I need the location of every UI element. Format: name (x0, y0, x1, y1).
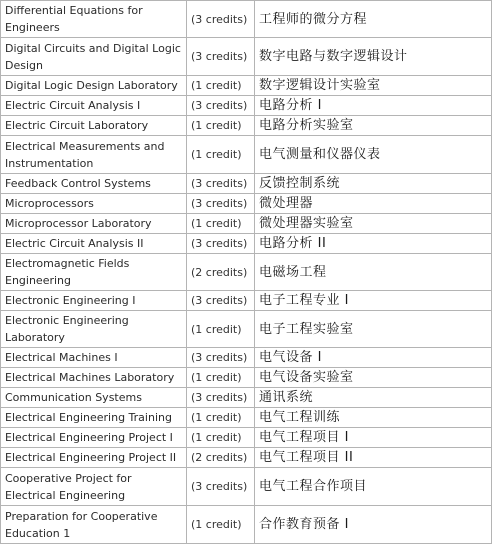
course-credits: (2 credits) (187, 254, 255, 291)
course-name-en: Electric Circuit Laboratory (1, 116, 187, 136)
table-row (1, 96, 492, 116)
course-name-en: Electrical Machines Laboratory (1, 368, 187, 388)
course-credits: (1 credit) (187, 214, 255, 234)
table-row (1, 428, 492, 448)
course-name-cn: 电气工程训练 (255, 408, 492, 428)
course-name-cn: 电路分析实验室 (255, 116, 492, 136)
table-row (1, 194, 492, 214)
course-name-en: Feedback Control Systems (1, 174, 187, 194)
course-credits: (1 credit) (187, 506, 255, 544)
table-row (1, 348, 492, 368)
table-row (1, 38, 492, 76)
course-credits: (1 credit) (187, 136, 255, 174)
course-name-cn: 数字逻辑设计实验室 (255, 76, 492, 96)
course-name-en: Electromagnetic Fields Engineering (1, 254, 187, 291)
course-name-cn: 电气设备 I (255, 348, 492, 368)
course-credits: (3 credits) (187, 388, 255, 408)
course-name-cn: 电气测量和仪器仪表 (255, 136, 492, 174)
course-name-cn: 通讯系统 (255, 388, 492, 408)
course-name-cn: 微处理器实验室 (255, 214, 492, 234)
course-credits: (3 credits) (187, 174, 255, 194)
course-name-en: Electrical Machines I (1, 348, 187, 368)
course-name-en: Microprocessor Laboratory (1, 214, 187, 234)
course-name-en: Cooperative Project for Electrical Engineering (1, 468, 187, 506)
course-name-en: Communication Systems (1, 388, 187, 408)
course-name-cn: 电磁场工程 (255, 254, 492, 291)
table-row (1, 1, 492, 38)
table-row (1, 234, 492, 254)
course-name-en: Electrical Engineering Training (1, 408, 187, 428)
table-row (1, 408, 492, 428)
course-credits: (3 credits) (187, 348, 255, 368)
table-row (1, 368, 492, 388)
course-table-body (1, 1, 492, 544)
course-credits: (1 credit) (187, 76, 255, 96)
table-row (1, 254, 492, 291)
course-credits: (3 credits) (187, 468, 255, 506)
course-credits: (3 credits) (187, 1, 255, 38)
course-credits: (1 credit) (187, 408, 255, 428)
table-row (1, 116, 492, 136)
table-row (1, 76, 492, 96)
course-name-cn: 工程师的微分方程 (255, 1, 492, 38)
course-credits: (3 credits) (187, 234, 255, 254)
course-name-en: Electric Circuit Analysis I (1, 96, 187, 116)
course-name-en: Electrical Measurements and Instrumentation (1, 136, 187, 174)
course-credits: (3 credits) (187, 291, 255, 311)
course-name-cn: 数字电路与数字逻辑设计 (255, 38, 492, 76)
course-credits: (3 credits) (187, 38, 255, 76)
course-credits: (1 credit) (187, 311, 255, 348)
course-name-en: Digital Circuits and Digital Logic Design (1, 38, 187, 76)
course-name-en: Digital Logic Design Laboratory (1, 76, 187, 96)
course-name-cn: 电子工程专业 I (255, 291, 492, 311)
course-name-en: Microprocessors (1, 194, 187, 214)
course-name-en: Electronic Engineering I (1, 291, 187, 311)
course-name-cn: 电路分析 II (255, 234, 492, 254)
table-row (1, 448, 492, 468)
table-row (1, 214, 492, 234)
table-row (1, 174, 492, 194)
table-row (1, 311, 492, 348)
course-name-en: Preparation for Cooperative Education 1 (1, 506, 187, 544)
course-name-cn: 电气设备实验室 (255, 368, 492, 388)
course-name-en: Electrical Engineering Project I (1, 428, 187, 448)
course-name-cn: 微处理器 (255, 194, 492, 214)
course-name-cn: 电气工程项目 II (255, 448, 492, 468)
table-row (1, 291, 492, 311)
course-credits: (3 credits) (187, 194, 255, 214)
table-row (1, 506, 492, 544)
table-row (1, 388, 492, 408)
course-name-cn: 反馈控制系统 (255, 174, 492, 194)
table-row (1, 136, 492, 174)
course-name-cn: 电路分析 I (255, 96, 492, 116)
course-credits: (2 credits) (187, 448, 255, 468)
course-name-en: Differential Equations for Engineers (1, 1, 187, 38)
course-credits: (1 credit) (187, 368, 255, 388)
course-name-en: Electrical Engineering Project II (1, 448, 187, 468)
course-name-cn: 电气工程项目 I (255, 428, 492, 448)
course-name-en: Electronic Engineering Laboratory (1, 311, 187, 348)
course-name-cn: 电子工程实验室 (255, 311, 492, 348)
course-name-en: Electric Circuit Analysis II (1, 234, 187, 254)
course-name-cn: 合作教育预备 I (255, 506, 492, 544)
course-credits: (3 credits) (187, 96, 255, 116)
course-credits: (1 credit) (187, 116, 255, 136)
table-row (1, 468, 492, 506)
course-credits: (1 credit) (187, 428, 255, 448)
course-name-cn: 电气工程合作项目 (255, 468, 492, 506)
